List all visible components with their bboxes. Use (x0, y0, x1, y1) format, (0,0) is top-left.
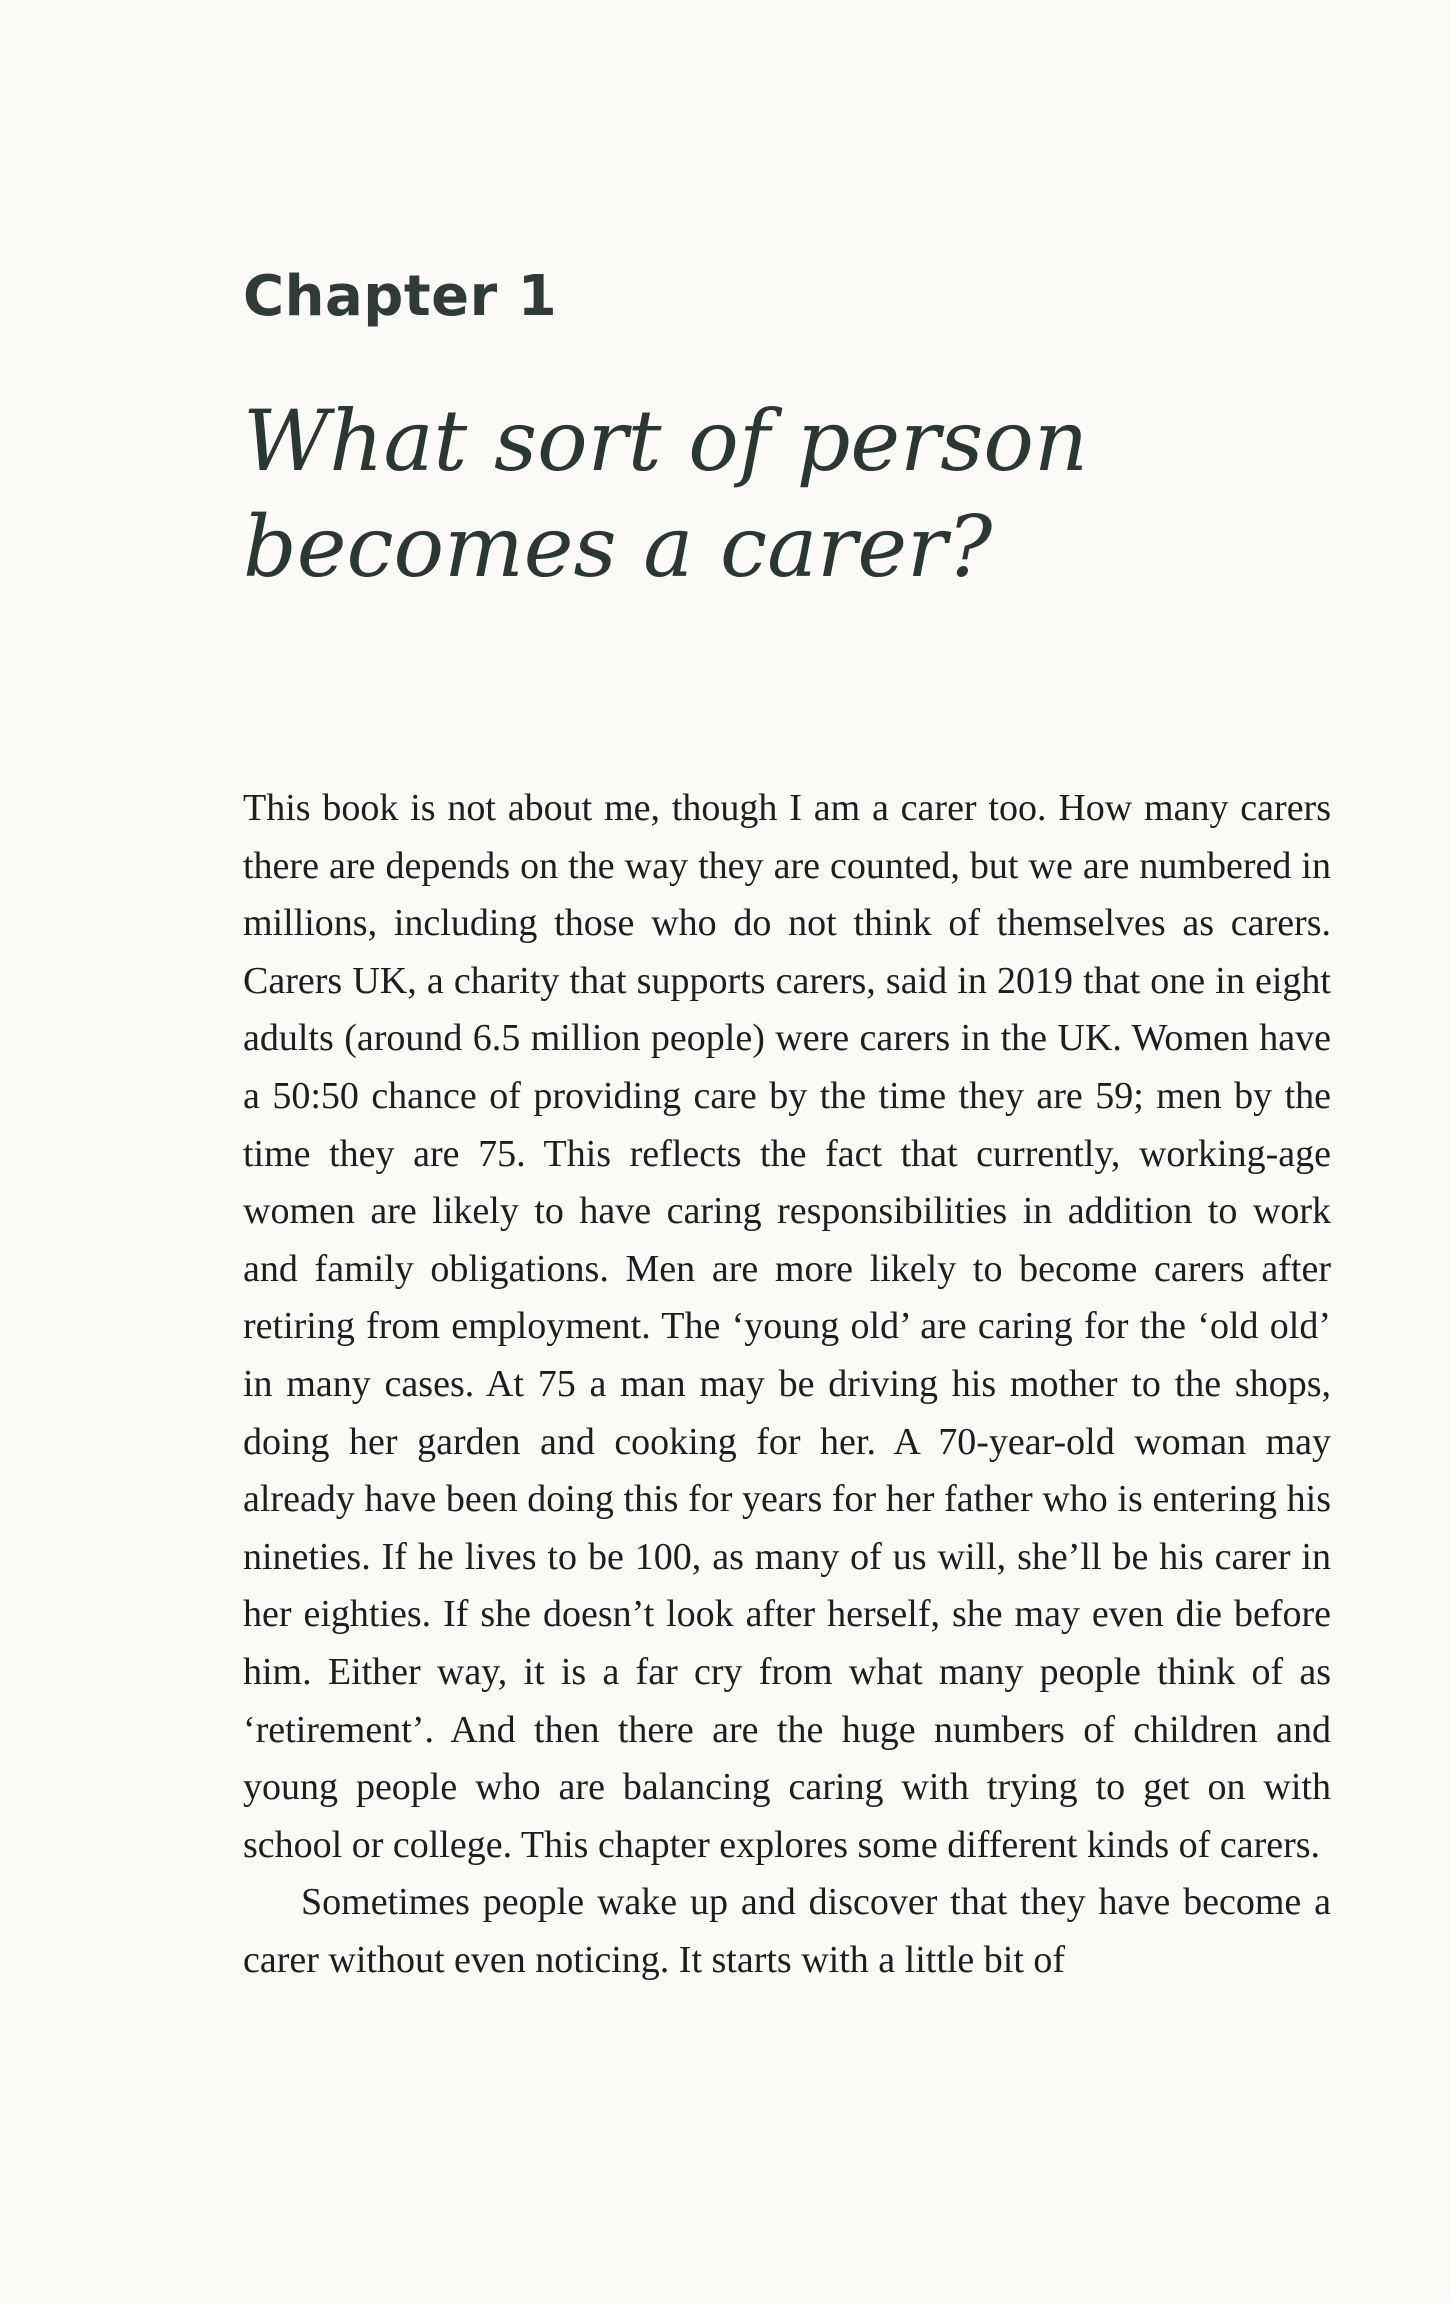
chapter-label: Chapter 1 (243, 264, 558, 329)
chapter-title-line-1: What sort of person (243, 392, 1089, 490)
chapter-title (243, 388, 1343, 600)
paragraph-2: Sometimes people wake up and discover that they have become a carer without even noticing. It starts with a little bit of (243, 1881, 1331, 1981)
body-text (243, 780, 1331, 1989)
chapter-title-line-2: becomes a carer? (243, 498, 993, 596)
paragraph-1: This book is not about me, though I am a carer too. How many carers there are depends on the way they are counted, but we are numbered in millions, including those who do not think of themselves as carers. Carers UK, a charity that supports carers, said in 2019 that one in eight adults (around 6.5 million people) were carers in the UK. Women have a 50:50 chance of providing care by the time they are 59; men by the time they are 75. This reflects the fact that currently, working-age women are likely to have caring responsibilities in addition to work and family obligations. Men are more likely to become carers after retiring from employment. The ‘young old’ are caring for the ‘old old’ in many cases. At 75 a man may be driving his mother to the shops, doing her garden and cooking for her. A 70-year-old woman may already have been doing this for years for her father who is entering his nineties. If he lives to be 100, as many of us will, she’ll be his carer in her eighties. If she doesn’t look after herself, she may even die before him. Either way, it is a far cry from what many people think of as ‘retirement’. And then there are the huge numbers of children and young people who are balancing caring with trying to get on with school or college. This chapter explores some different kinds of carers. (243, 787, 1331, 1866)
